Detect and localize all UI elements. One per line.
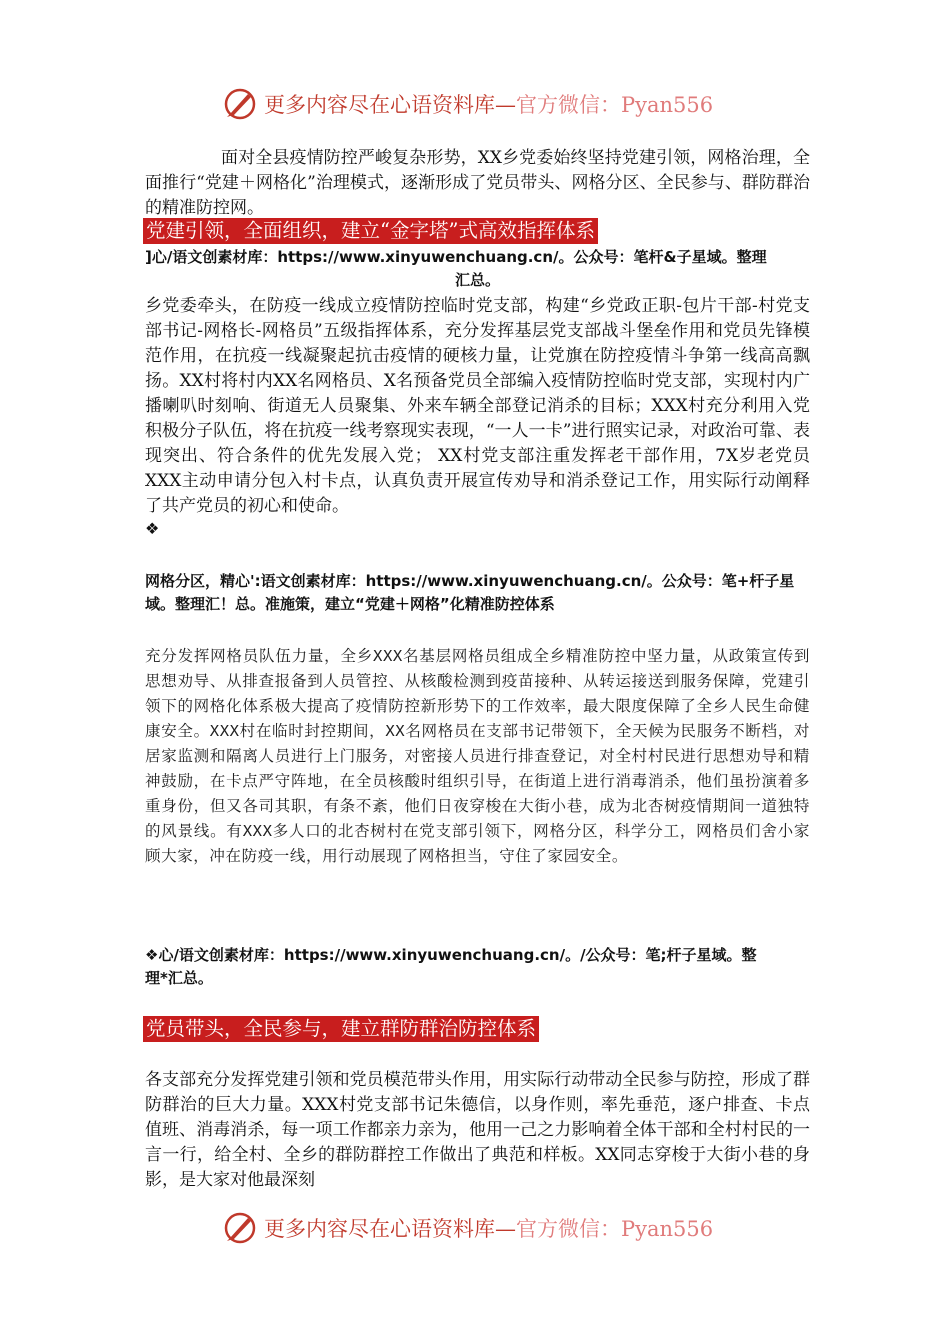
footer-banner: [222, 1208, 742, 1248]
section2-note2-line1: ❖心/语文创素材库：https://www.xinyuwenchuang.cn/。/公众号：笔;杆子星域。整: [145, 946, 757, 964]
banner-wechat-text: 官方微信：Pyan556: [516, 93, 714, 117]
pen-logo-icon: [222, 1210, 258, 1246]
section2-body: 充分发挥网格员队伍力量，全乡XXX名基层网格员组成全乡精准防控中坚力量，从政策宣传到思想劝导、从排查报备到人员管控、从核酸检测到疫苗接种、从转运接送到服务保障，党建引领下的网格化体系极大提高了疫情防控新形势下的工作效率，最大限度保障了全乡人民生命健康安全。XXX村在临时封控期间，XX名网格员在支部书记带领下，全天候为民服务不断档，对居家监测和隔离人员进行上门服务，对密接人员进行排查登记，对全村村民进行思想劝导和精神鼓励，在卡点严守阵地，在全员核酸时组织引导，在街道上进行消毒消杀，他们虽扮演着多重身份，但又各司其职，有条不紊，他们日夜穿梭在大街小巷，成为北杏树疫情期间一道独特的风景线。有XXX多人口的北杏树村在党支部引领下，网格分区，科学分工，网格员们舍小家顾大家，冲在防疫一线，用行动展现了网格担当，守住了家园安全。: [145, 647, 810, 865]
section2-note-text: 网格分区，精心':语文创素材库：https://www.xinyuwenchuang.cn/。公众号：笔+杆子星域。整理汇！总。准施策，建立“党建＋网格”化精准防控体系: [145, 572, 795, 613]
section1-body-block: [145, 294, 810, 539]
section2-note: [145, 570, 810, 616]
section2-note2-line2: 理*汇总。: [145, 969, 213, 987]
section1-heading: 党建引领，全面组织，建立“金字塔”式高效指挥体系: [143, 218, 598, 244]
section2-body-block: [145, 644, 810, 869]
section3-body-block: [145, 1068, 810, 1193]
pen-logo-icon: [222, 86, 258, 122]
diamond-bullet: ❖: [145, 519, 160, 538]
section1-body: 乡党委牵头，在防疫一线成立疫情防控临时党支部，构建“乡党政正职-包片干部-村党支部书记-网格长-网格员”五级指挥体系，充分发挥基层党支部战斗堡垒作用和党员先锋模范作用，在抗疫一线凝聚起抗击疫情的硬核力量，让党旗在防控疫情斗争第一线高高飘扬。XX村将村内XX名网格员、X名预备党员全部编入疫情防控临时党支部，实现村内广播喇叭时刻响、街道无人员聚集、外来车辆全部登记消杀的目标；XXX村充分利用入党积极分子队伍，将在抗疫一线考察现实表现，“一人一卡”进行照实记录，对政治可靠、表现突出、符合条件的优先发展入党； XX村党支部注重发挥老干部作用，7X岁老党员XXX主动申请分包入村卡点，认真负责开展宣传劝导和消杀登记工作，用实际行动阐释了共产党员的初心和使命。: [145, 296, 810, 516]
banner-wechat-text: 官方微信：Pyan556: [516, 1217, 714, 1241]
header-banner: [222, 84, 742, 124]
banner-main-text: 更多内容尽在心语资料库—: [264, 1217, 516, 1241]
section3-body: 各支部充分发挥党建引领和党员模范带头作用，用实际行动带动全民参与防控，形成了群防群治的巨大力量。XXX村党支部书记朱德信，以身作则，率先垂范，逐户排查、卡点值班、消毒消杀，每一项工作都亲力亲为，他用一己之力影响着全体干部和全村村民的一言一行，给全村、全乡的群防群控工作做出了典范和样板。XX同志穿梭于大街小巷的身影，是大家对他最深刻: [145, 1070, 810, 1190]
section2-note2: [145, 944, 810, 990]
banner-text: [264, 89, 713, 119]
section1-note: [145, 246, 810, 292]
banner-text: [264, 1213, 713, 1243]
intro-paragraph: 面对全县疫情防控严峻复杂形势，XX乡党委始终坚持党建引领，网格治理，全面推行“党建＋网格化”治理模式，逐渐形成了党员带头、网格分区、全民参与、群防群治的精准防控网。: [145, 148, 810, 218]
banner-main-text: 更多内容尽在心语资料库—: [264, 93, 516, 117]
section1-note-line1: ]心/语文创素材库：https://www.xinyuwenchuang.cn/。公众号：笔杆&子星域。整理: [145, 248, 767, 266]
section1-note-line2: 汇总。: [454, 271, 500, 289]
intro-block: [145, 146, 810, 221]
section3-heading: 党员带头，全民参与，建立群防群治防控体系: [143, 1016, 539, 1042]
